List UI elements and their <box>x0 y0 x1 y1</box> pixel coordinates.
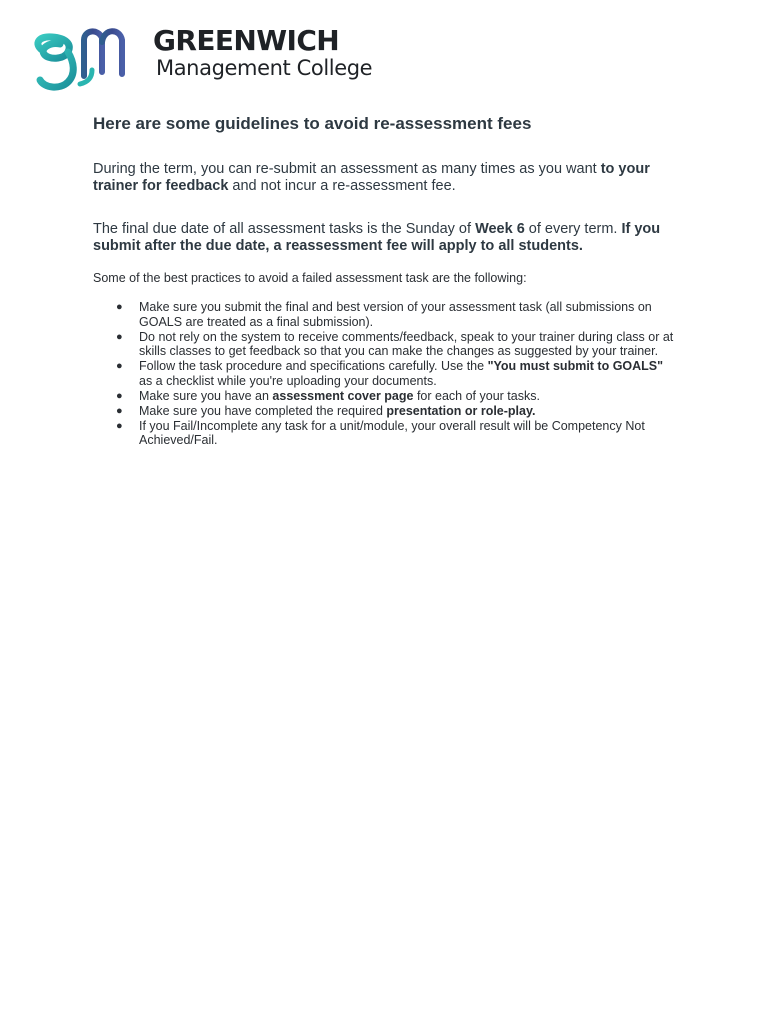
bullet-icon: ● <box>116 360 123 372</box>
practices-intro: Some of the best practices to avoid a failed assessment task are the following: <box>93 271 527 285</box>
bullet-icon: ● <box>116 301 123 313</box>
list-item: ● Make sure you have completed the required presentation or role-play. <box>116 403 536 418</box>
gm-monogram-icon <box>32 22 140 94</box>
list-item: ● Make sure you have an assessment cover page for each of your tasks. <box>116 388 540 403</box>
brand-subtitle: Management College <box>156 56 373 80</box>
bullet-icon: ● <box>116 330 123 343</box>
due-bold-1: Week 6 <box>475 221 525 237</box>
intro-bold-1: to your trainer for feedback <box>93 161 650 194</box>
due-date-paragraph <box>93 221 678 254</box>
document-body <box>93 113 678 448</box>
list-item: ● If you Fail/Incomplete any task for a unit/module, your overall result will be Competency Not Achieved/Fail. <box>116 418 645 447</box>
practices-list <box>93 300 678 448</box>
list-item: ● Follow the task procedure and specifications carefully. Use the "You must submit to GOALS" as a checklist while you're uploading your documents. <box>116 359 664 388</box>
brand-name: GREENWICH <box>153 24 340 57</box>
college-logo <box>32 22 373 94</box>
page-title: Here are some guidelines to avoid re-assessment fees <box>93 114 532 133</box>
list-item: ● Make sure you submit the final and best version of your assessment task (all submissions on GOALS are treated as a final submission). <box>116 300 652 329</box>
bullet-icon: ● <box>116 404 123 417</box>
due-text-1: The final due date of all assessment tasks is the Sunday of <box>93 221 476 237</box>
due-text-2: of every term. <box>524 221 622 237</box>
intro-text-2: and not incur a re-assessment fee. <box>228 177 456 194</box>
bullet-icon: ● <box>116 419 123 432</box>
intro-paragraph <box>93 161 678 194</box>
due-bold-2: If you submit after the due date, a reassessment fee will apply to all students. <box>93 221 661 254</box>
bullet-icon: ● <box>116 389 123 402</box>
intro-text-1: During the term, you can re-submit an assessment as many times as you want <box>93 161 601 177</box>
list-item: ● Do not rely on the system to receive comments/feedback, speak to your trainer during class or at skills classes to get feedback so that you can make the changes as suggested by your trainer. <box>116 329 674 358</box>
